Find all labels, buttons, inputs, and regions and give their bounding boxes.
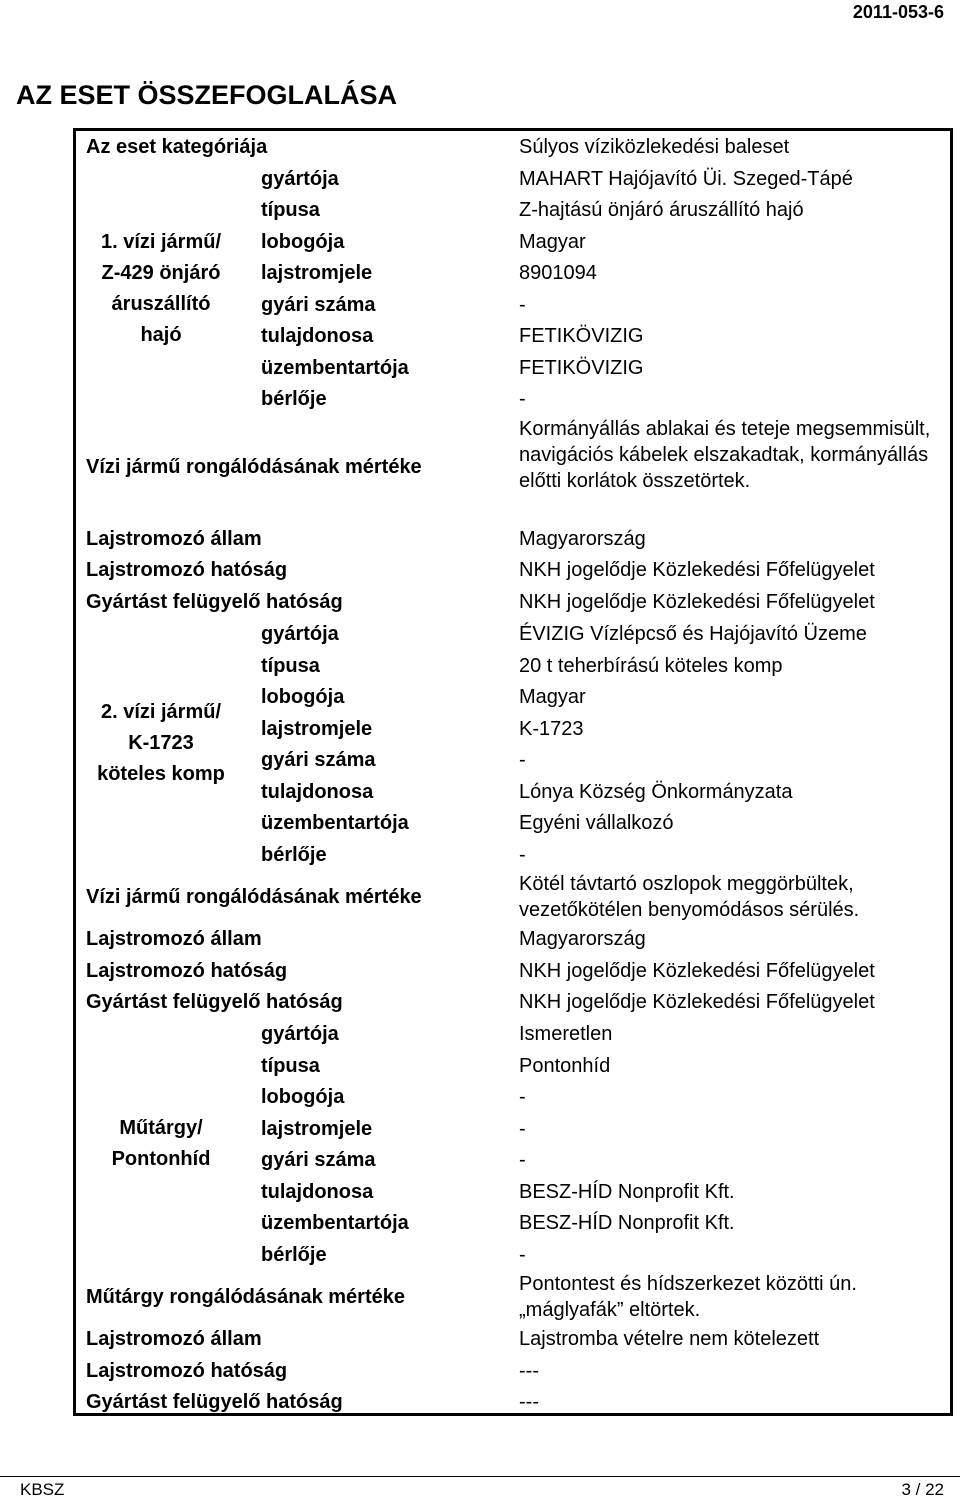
field-label: tulajdonosa: [261, 780, 374, 803]
damage-value: Pontontest és hídszerkezet közötti ún. „máglyafák” eltörtek.: [519, 1273, 857, 1321]
vessel1-label: 1. vízi jármű/ Z-429 önjáró áruszállító hajó: [100, 231, 222, 346]
field-value: ÉVIZIG Vízlépcső és Hajójavító Üzeme: [519, 623, 867, 645]
field-label: gyártója: [261, 167, 339, 190]
structure-label: Műtárgy/ Pontonhíd: [111, 1117, 211, 1170]
field-label: gyári száma: [261, 293, 376, 316]
field-value: -: [519, 749, 526, 771]
reg-authority-value: NKH jogelődje Közlekedési Főfelügyelet: [519, 559, 875, 581]
field-value: -: [519, 1117, 526, 1140]
field-label: lajstromjele: [261, 1117, 373, 1140]
supervisor-value: NKH jogelődje Közlekedési Főfelügyelet: [519, 590, 875, 613]
vessel1-reg-state-row: [76, 523, 950, 555]
damage-label: Vízi jármű rongálódásának mértéke: [86, 456, 422, 478]
vessel2-damage-row: [76, 871, 950, 925]
page-title: AZ ESET ÖSSZEFOGLALÁSA: [16, 80, 398, 110]
damage-label: Műtárgy rongálódásának mértéke: [86, 1286, 405, 1308]
field-label: gyári száma: [261, 749, 376, 771]
structure-supervisor-row: [76, 1386, 950, 1418]
field-value: -: [519, 293, 526, 316]
vessel2-field-row: [76, 839, 950, 871]
reg-state-label: Lajstromozó állam: [86, 527, 262, 550]
damage-value: Kormányállás ablakai és teteje megsemmisült, navigációs kábelek elszakadtak, kormányállás előtti korlátok összetörtek.: [519, 418, 931, 492]
field-value: -: [519, 1243, 526, 1266]
field-label: lajstromjele: [261, 717, 373, 740]
vessel1-field-row: [76, 163, 950, 195]
vessel1-field-row: [76, 320, 950, 352]
field-label: lobogója: [261, 686, 345, 708]
field-value: Lónya Község Önkormányzata: [519, 780, 793, 803]
field-label: gyártója: [261, 623, 339, 645]
supervisor-value: NKH jogelődje Közlekedési Főfelügyelet: [519, 991, 875, 1013]
reg-state-label: Lajstromozó állam: [86, 928, 262, 950]
page-footer: [0, 1476, 960, 1507]
vessel2-field-row: [76, 807, 950, 839]
vessel2-field-row: [76, 650, 950, 682]
structure-field-row: [76, 1113, 950, 1145]
vessel1-field-row: [76, 289, 950, 321]
field-label: típusa: [261, 1054, 320, 1077]
field-label: tulajdonosa: [261, 325, 374, 347]
field-label: üzembentartója: [261, 356, 409, 379]
field-value: Egyéni vállalkozó: [519, 812, 674, 834]
vessel2-field-row: [76, 744, 950, 776]
field-value: -: [519, 388, 526, 410]
damage-label: Vízi jármű rongálódásának mértéke: [86, 886, 422, 908]
field-label: üzembentartója: [261, 1212, 409, 1234]
field-label: lajstromjele: [261, 262, 373, 284]
field-label: tulajdonosa: [261, 1180, 374, 1203]
field-label: bérlője: [261, 843, 327, 866]
field-label: lobogója: [261, 230, 345, 253]
field-value: Magyar: [519, 686, 586, 708]
field-value: Pontonhíd: [519, 1054, 611, 1077]
vessel1-field-row: [76, 226, 950, 258]
field-value: -: [519, 1149, 526, 1171]
structure-field-row: [76, 1050, 950, 1082]
category-row: [76, 131, 950, 163]
vessel2-reg-authority-row: [76, 955, 950, 987]
structure-field-row: [76, 1081, 950, 1113]
structure-field-row: [76, 1239, 950, 1271]
structure-reg-state-row: [76, 1323, 950, 1355]
category-label: Az eset kategóriája: [86, 136, 268, 158]
vessel2-field-row: [76, 618, 950, 650]
vessel1-field-row: [76, 257, 950, 289]
reg-authority-label: Lajstromozó hatóság: [86, 959, 288, 982]
footer-org: KBSZ: [20, 1480, 65, 1499]
supervisor-label: Gyártást felügyelő hatóság: [86, 1391, 343, 1413]
vessel2-label: 2. vízi jármű/ K-1723 köteles komp: [97, 701, 225, 785]
structure-field-row: [76, 1207, 950, 1239]
reg-authority-value: ---: [519, 1359, 539, 1382]
field-value: K-1723: [519, 717, 584, 740]
field-value: FETIKÖVIZIG: [519, 325, 644, 347]
vessel2-field-row: [76, 776, 950, 808]
field-label: típusa: [261, 199, 320, 221]
page-number: 3 / 22: [901, 1480, 944, 1499]
field-value: Ismeretlen: [519, 1023, 613, 1045]
vessel1-damage-row: [76, 416, 950, 522]
reg-state-value: Magyarország: [519, 928, 646, 950]
vessel1-reg-authority-row: [76, 554, 950, 586]
vessel2-field-row: [76, 713, 950, 745]
structure-field-row: [76, 1018, 950, 1050]
field-value: BESZ-HÍD Nonprofit Kft.: [519, 1212, 735, 1234]
vessel2-reg-state-row: [76, 923, 950, 955]
field-value: -: [519, 1086, 526, 1108]
doc-id: 2011-053-6: [852, 2, 944, 22]
field-value: FETIKÖVIZIG: [519, 356, 644, 379]
vessel1-supervisor-row: [76, 586, 950, 618]
damage-value: Kötél távtartó oszlopok meggörbültek, vezetőkötélen benyomódásos sérülés.: [519, 873, 860, 921]
field-value: MAHART Hajójavító Üi. Szeged-Tápé: [519, 167, 853, 190]
vessel1-field-row: [76, 383, 950, 415]
reg-state-value: Lajstromba vételre nem kötelezett: [519, 1328, 820, 1350]
reg-authority-label: Lajstromozó hatóság: [86, 1359, 288, 1382]
supervisor-value: ---: [519, 1391, 539, 1413]
structure-damage-row: [76, 1271, 950, 1325]
field-label: bérlője: [261, 1243, 327, 1266]
field-value: 8901094: [519, 262, 597, 284]
reg-state-label: Lajstromozó állam: [86, 1328, 262, 1350]
field-label: lobogója: [261, 1086, 345, 1108]
vessel2-field-row: [76, 681, 950, 713]
supervisor-label: Gyártást felügyelő hatóság: [86, 590, 343, 613]
reg-state-value: Magyarország: [519, 527, 646, 550]
structure-reg-authority-row: [76, 1355, 950, 1387]
field-value: Magyar: [519, 230, 586, 253]
summary-table: [73, 128, 953, 1416]
field-value: 20 t teherbírású köteles komp: [519, 654, 783, 677]
vessel1-field-row: [76, 352, 950, 384]
field-value: -: [519, 843, 526, 866]
field-label: gyártója: [261, 1023, 339, 1045]
vessel1-field-row: [76, 194, 950, 226]
field-value: Z-hajtású önjáró áruszállító hajó: [519, 199, 804, 221]
reg-authority-value: NKH jogelődje Közlekedési Főfelügyelet: [519, 959, 875, 982]
structure-field-row: [76, 1144, 950, 1176]
field-label: üzembentartója: [261, 812, 409, 834]
supervisor-label: Gyártást felügyelő hatóság: [86, 991, 343, 1013]
field-label: bérlője: [261, 388, 327, 410]
field-label: gyári száma: [261, 1149, 376, 1171]
field-label: típusa: [261, 654, 320, 677]
vessel2-supervisor-row: [76, 986, 950, 1018]
category-value: Súlyos víziközlekedési baleset: [519, 136, 790, 158]
field-value: BESZ-HÍD Nonprofit Kft.: [519, 1180, 735, 1203]
reg-authority-label: Lajstromozó hatóság: [86, 559, 288, 581]
structure-field-row: [76, 1176, 950, 1208]
